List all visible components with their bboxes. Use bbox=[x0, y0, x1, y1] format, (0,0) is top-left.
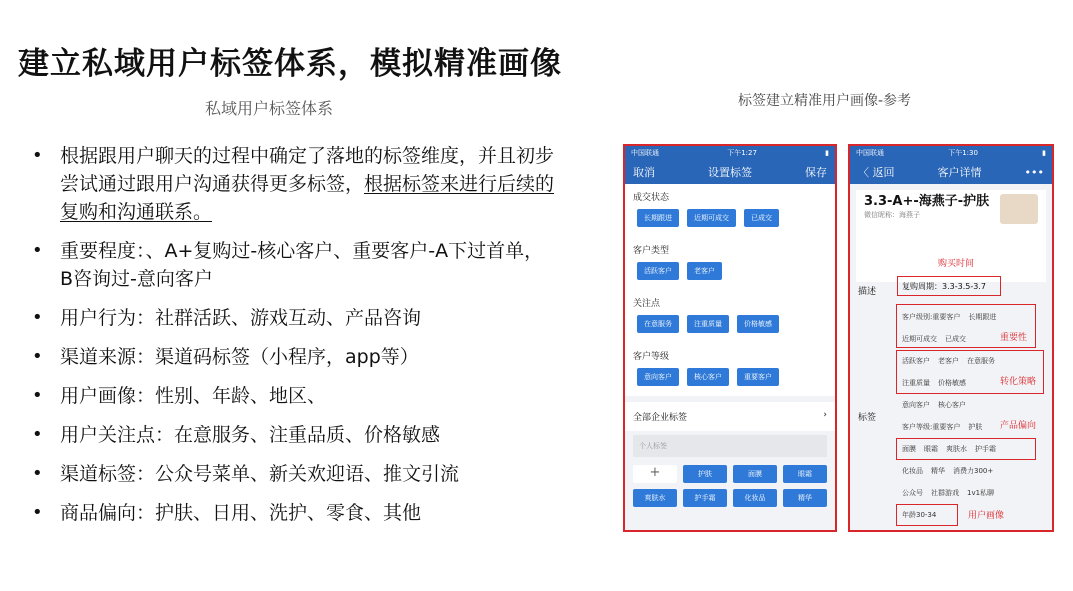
tag-settings-screenshot bbox=[623, 144, 837, 532]
tag-chip[interactable]: 精华 bbox=[783, 489, 827, 507]
personal-tag-grid bbox=[625, 461, 835, 511]
avatar bbox=[1000, 194, 1038, 224]
tag-chip[interactable]: 眼霜 bbox=[783, 465, 827, 483]
annotation-note: 重要性 bbox=[1000, 333, 1028, 343]
tag-chip[interactable]: 化妆品 bbox=[733, 489, 777, 507]
bullet-item: • 渠道来源：渠道码标签（小程序，app等） bbox=[30, 343, 555, 371]
tag-chip[interactable]: 面膜 bbox=[733, 465, 777, 483]
nav-bar bbox=[625, 160, 835, 184]
customer-tag-list: 客户级别:重要客户 长期跟进 近期可成交 已成交 活跃客户 老客户 在意服务 注重质量 价格敏感 意向客户 核心客户 客户等级:重要客户 护肤 面膜 眼霜 爽肤水 护手霜 化妆品 精华 消费力300+ 公众号 社群游戏 1v1私聊 年龄30-34 bbox=[902, 313, 997, 519]
bullet-list bbox=[30, 142, 555, 538]
bullet-item: • 用户画像：性别、年龄、地区、 bbox=[30, 382, 555, 410]
tag-chip[interactable]: 已成交 bbox=[744, 209, 779, 227]
highlight-box bbox=[896, 350, 1044, 394]
bullet-item: • 用户行为：社群活跃、游戏互动、产品咨询 bbox=[30, 304, 555, 332]
nav-title: 客户详情 bbox=[937, 166, 982, 179]
annotation-note: 购买时间 bbox=[938, 259, 975, 269]
bullet-item: • 用户关注点：在意服务、注重品质、价格敏感 bbox=[30, 421, 555, 449]
bullet-item: • 重要程度：、A+复购过-核心客户、重要客户-A下过首单，B咨询过-意向客户 bbox=[30, 237, 555, 293]
highlight-box bbox=[896, 438, 1036, 460]
reference-caption: 标签建立精准用户画像-参考 bbox=[738, 93, 912, 109]
tag-chip[interactable]: 价格敏感 bbox=[737, 315, 779, 333]
tags-label: 标签 bbox=[858, 413, 877, 423]
personal-tag-input[interactable]: 个人标签 bbox=[633, 435, 827, 457]
annotation-note: 用户画像 bbox=[968, 511, 1005, 521]
enterprise-tags-row[interactable]: 全部企业标签 › bbox=[625, 402, 835, 431]
back-button[interactable]: 〈 返回 bbox=[858, 166, 895, 179]
tag-chip[interactable]: 核心客户 bbox=[687, 368, 729, 386]
tag-chip[interactable]: 近期可成交 bbox=[687, 209, 736, 227]
battery-icon: ▮ bbox=[1042, 149, 1046, 157]
highlight-box bbox=[896, 504, 958, 526]
section-subtitle: 私域用户标签体系 bbox=[205, 99, 334, 118]
bullet-item: • 渠道标签：公众号菜单、新关欢迎语、推文引流 bbox=[30, 460, 555, 488]
save-button[interactable]: 保存 bbox=[805, 166, 827, 179]
tag-section: 成交状态 长期跟进 近期可成交 已成交 客户类型 活跃客户 老客户 关注点 在意服务 注重质量 价格敏感 客户等级 意向客户 核心客户 重要客户 bbox=[625, 184, 835, 396]
underlined-phrase: 根据标签来进行后续的复购和沟通联系。 bbox=[60, 173, 555, 223]
page-title: 建立私域用户标签体系，模拟精准画像 bbox=[18, 46, 562, 82]
tag-chip[interactable]: 长期跟进 bbox=[637, 209, 679, 227]
status-bar: 中国联通 下午1:27 ▮ bbox=[625, 146, 835, 160]
add-tag-button[interactable]: + bbox=[633, 465, 677, 483]
tag-chip[interactable]: 爽肤水 bbox=[633, 489, 677, 507]
annotation-note: 转化策略 bbox=[1000, 377, 1037, 387]
wechat-nickname: 微信昵称：海燕子 bbox=[864, 211, 920, 219]
tag-chip[interactable]: 重要客户 bbox=[737, 368, 779, 386]
annotation-note: 产品偏向 bbox=[1000, 421, 1037, 431]
tag-chip[interactable]: 护手霜 bbox=[683, 489, 727, 507]
battery-icon: ▮ bbox=[825, 149, 829, 157]
more-icon[interactable]: ••• bbox=[1024, 165, 1044, 179]
tag-chip[interactable]: 在意服务 bbox=[637, 315, 679, 333]
tag-chip[interactable]: 活跃客户 bbox=[637, 262, 679, 280]
tag-chip[interactable]: 意向客户 bbox=[637, 368, 679, 386]
repurchase-cycle: 复购周期：3.3-3.5-3.7 bbox=[897, 276, 1001, 296]
bullet-item: • 商品偏向：护肤、日用、洗护、零食、其他 bbox=[30, 499, 555, 527]
tag-chip[interactable]: 护肤 bbox=[683, 465, 727, 483]
customer-name: 3.3-A+-海燕子-护肤 bbox=[864, 194, 990, 209]
bullet-item: • 根据跟用户聊天的过程中确定了落地的标签维度，并且初步尝试通过跟用户沟通获得更多标签，根据标签来进行后续的复购和沟通联系。 bbox=[30, 142, 555, 226]
status-bar: 中国联通 下午1:30 ▮ bbox=[850, 146, 1052, 160]
tag-chip[interactable]: 老客户 bbox=[687, 262, 722, 280]
desc-label: 描述 bbox=[858, 287, 877, 297]
customer-detail-screenshot bbox=[848, 144, 1054, 532]
tag-chip[interactable]: 注重质量 bbox=[687, 315, 729, 333]
cancel-button[interactable]: 取消 bbox=[633, 166, 655, 179]
nav-bar bbox=[850, 160, 1052, 184]
nav-title: 设置标签 bbox=[708, 166, 752, 179]
chevron-right-icon: › bbox=[823, 410, 827, 420]
